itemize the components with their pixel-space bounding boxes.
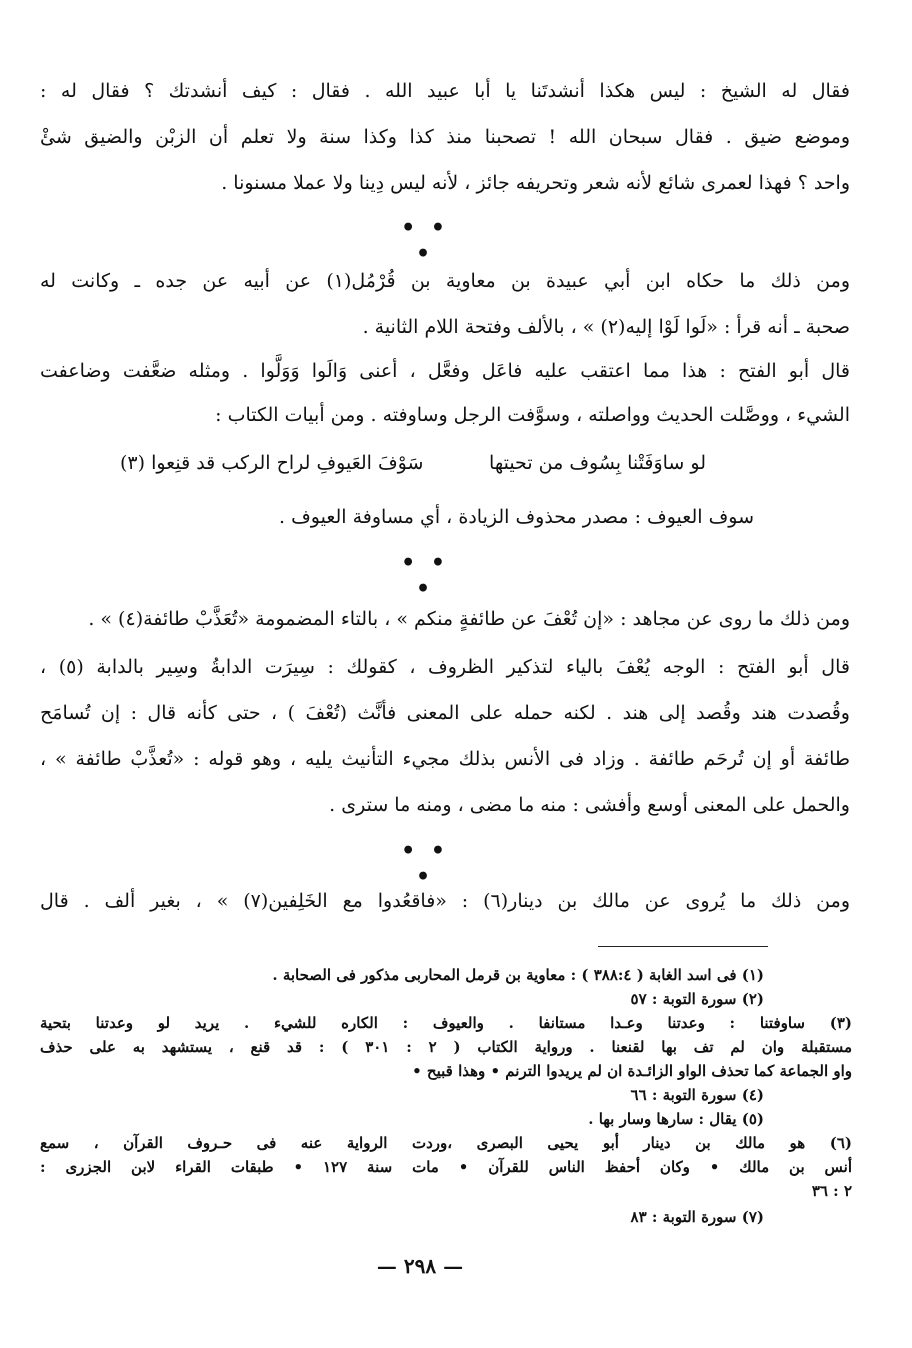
text-line: سوف العيوف : مصدر محذوف الزيادة ، أي مساوفة العيوف .: [279, 506, 754, 528]
footnote-2: (٢) سورة التوبة : ٥٧: [630, 990, 764, 1008]
text-line: وموضع ضيق . فقال سبحان الله ! تصحبنا منذ كذا وكذا سنة ولا تعلم أن الزبْن والضيق شئْ: [40, 126, 850, 148]
footnote-6-cont: أنس بن مالك • وكان أحفظ الناس للقرآن • مات سنة ١٢٧ • طبقات القراء لابن الجزرى :: [40, 1158, 852, 1176]
footnote-6: (٦) هو مالك بن دينار أبو يحيى البصرى ،وردت الرواية عنه فى حـروف القرآن ، سمع: [40, 1134, 852, 1152]
footnote-7: (٧) سورة التوبة : ٨٣: [630, 1208, 764, 1226]
text-line: قال أبو الفتح : الوجه يُعْفَ بالياء لتذكير الظروف ، كقولك : سِيرَت الدابةُ وسِير بالدابة (٥) ،: [40, 656, 850, 678]
verse-second-hemistich: سَوْفَ العَيوفِ لراح الركب قد قنِعوا (٣): [120, 452, 424, 474]
text-line: قال أبو الفتح : هذا مما اعتقب عليه فاعَل وفعَّل ، أعنى وَالَوا وَوَلَّوا . ومثله ضعَّفت وضاعفت: [40, 360, 850, 382]
section-separator: • • •: [401, 215, 449, 267]
text-line: الشيء ، ووصَّلت الحديث وواصلته ، وسوَّفت الرجل وساوفته . ومن أبيات الكتاب :: [215, 404, 850, 426]
text-line: ومن ذلك ما يُروى عن مالك بن دينار(٦) : «فاقعُدوا مع الخَلِفين(٧) » ، بغير ألف . قال: [40, 890, 850, 912]
text-line: والحمل على المعنى أوسع وأفشى : منه ما مضى ، ومنه ما سترى .: [329, 794, 850, 816]
section-separator: • • •: [401, 550, 449, 602]
text-line: طائفة أو إن تُرحَم طائفة . وزاد فى الأنس بذلك مجيء التأنيث يليه ، وهو قوله : «تُعذَّبْ طائفة » ،: [40, 748, 850, 770]
text-line: واحد ؟ فهذا لعمرى شائع لأنه شعر وتحريفه جائز ، لأنه ليس دِينا ولا عملا مسنونا .: [221, 172, 850, 194]
text-line: ومن ذلك ما حكاه ابن أبي عبيدة بن معاوية بن قُرْمُل(١) عن أبيه عن جده ـ وكانت له: [40, 270, 850, 292]
footnote-3-cont: مستقبلة وان لم تف بها لقنعنا . ورواية الكتاب ( ٢ : ٣٠١ ) : قد قنع ، يستشهد به على حذف: [40, 1038, 853, 1056]
footnote-1: (١) فى اسد الغابة ( ٣٨٨:٤ ) : معاوية بن قرمل المحاربى مذكور فى الصحابة .: [272, 966, 764, 984]
verse-first-hemistich: لو ساوَفَتْنا بِسُوف من تحيتها: [489, 452, 706, 474]
footnote-rule: [598, 946, 768, 947]
text-line: فقال له الشيخ : ليس هكذا أنشدتَنا يا أبا عبيد الله . فقال : كيف أنشدتك ؟ فقال له :: [40, 80, 850, 102]
text-line: وقُصدت هند وقُصد إلى هند . لكنه حمله على المعنى فأنَّث (تُعْفَ ) ، حتى كأنه قال : إن تُسامَح: [40, 702, 850, 724]
footnote-5: (٥) يقال : سارها وسار بها .: [588, 1110, 764, 1128]
footnote-4: (٤) سورة التوبة : ٦٦: [630, 1086, 764, 1104]
text-line: ومن ذلك ما روى عن مجاهد : «إن تُعْفَ عن طائفةٍ منكم » ، بالتاء المضمومة «تُعَذَّبْ طائفة(٤) » .: [88, 608, 850, 630]
footnote-3-cont: واو الجماعة كما تحذف الواو الزائـدة ان لم يريدوا الترنم • وهذا قبيح •: [412, 1062, 852, 1080]
page-number: — ٢٩٨ —: [376, 1254, 464, 1278]
section-separator: • • •: [401, 838, 449, 890]
text-line: صحبة ـ أنه قرأ : «لَوا لَوْا إليه(٢) » ، بالألف وفتحة اللام الثانية .: [362, 316, 850, 338]
footnote-3: (٣) ساوفتنا : وعدتنا وعـدا مستانفا . والعيوف : الكاره للشيء . يريد لو وعدتنا بتحية: [40, 1014, 852, 1032]
footnote-6-cont: ٢ : ٣٦: [811, 1182, 852, 1200]
